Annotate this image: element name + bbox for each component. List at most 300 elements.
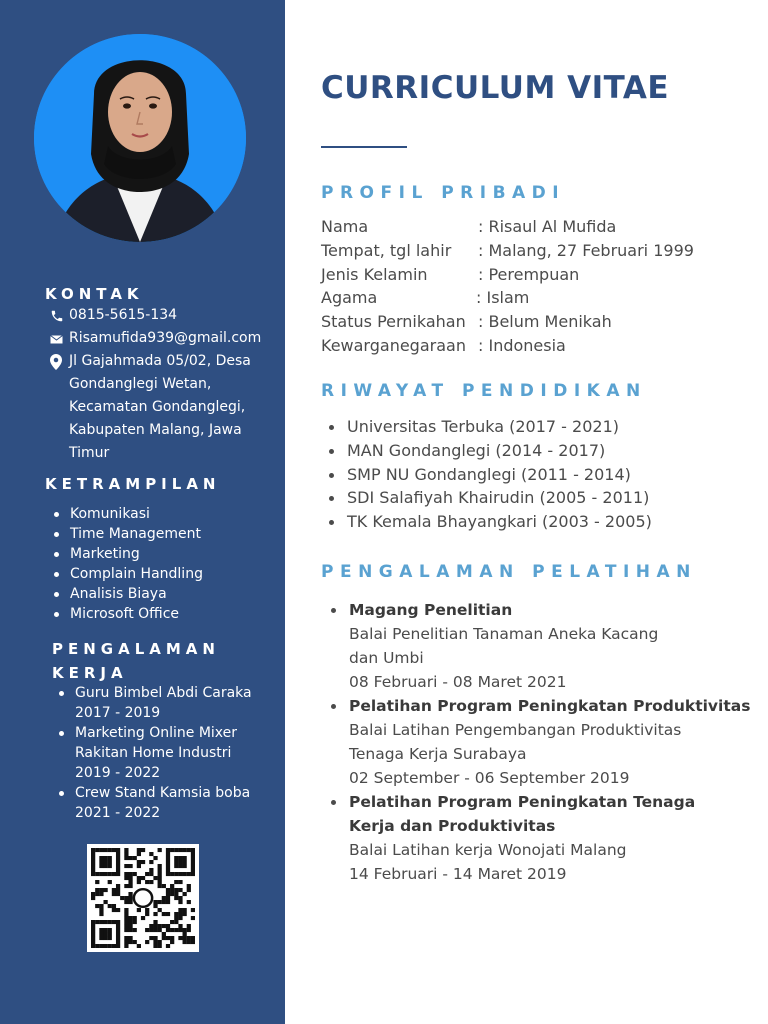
profile-value: : Belum Menikah	[478, 312, 612, 332]
qr-module	[178, 864, 182, 868]
skill-item: Microsoft Office	[52, 604, 203, 624]
qr-module	[108, 848, 112, 852]
training-title: Pelatihan Program Peningkatan Produktivitas	[349, 697, 751, 715]
qr-module	[103, 944, 107, 948]
qr-module	[95, 888, 99, 892]
qr-module	[99, 864, 103, 868]
qr-module	[116, 908, 120, 912]
qr-module	[128, 924, 132, 928]
qr-module	[170, 888, 174, 892]
sidebar	[0, 0, 285, 1024]
qr-module	[178, 928, 182, 932]
qr-module	[120, 896, 124, 900]
qr-module	[174, 848, 178, 852]
training-item	[331, 598, 761, 694]
qr-module	[128, 896, 132, 900]
qr-module	[95, 944, 99, 948]
qr-module	[112, 904, 116, 908]
education-list	[329, 415, 652, 534]
qr-module	[116, 872, 120, 876]
qr-module	[116, 928, 120, 932]
qr-module	[91, 864, 95, 868]
qr-module	[137, 880, 141, 884]
qr-module	[149, 872, 153, 876]
education-item: Universitas Terbuka (2017 - 2021)	[329, 415, 652, 439]
qr-module	[178, 860, 182, 864]
qr-module	[124, 864, 128, 868]
qr-code[interactable]	[87, 844, 199, 952]
qr-module	[178, 888, 182, 892]
qr-module	[149, 936, 153, 940]
qr-module	[108, 932, 112, 936]
education-item: MAN Gondanglegi (2014 - 2017)	[329, 439, 652, 463]
qr-module	[166, 900, 170, 904]
whatsapp-icon	[134, 889, 152, 907]
work-item	[57, 723, 272, 783]
qr-module	[108, 944, 112, 948]
qr-module	[158, 944, 162, 948]
qr-module	[99, 920, 103, 924]
phone-number[interactable]: 0815-5615-134	[69, 307, 178, 323]
qr-module	[178, 912, 182, 916]
qr-module	[112, 892, 116, 896]
qr-module	[116, 936, 120, 940]
qr-module	[158, 864, 162, 868]
qr-module	[187, 872, 191, 876]
qr-module	[103, 856, 107, 860]
qr-module	[170, 940, 174, 944]
qr-module	[162, 936, 166, 940]
work-heading	[52, 637, 220, 685]
qr-module	[187, 928, 191, 932]
skill-item: Complain Handling	[52, 564, 203, 584]
qr-module	[91, 892, 95, 896]
qr-module	[166, 944, 170, 948]
qr-module	[191, 864, 195, 868]
qr-module	[166, 852, 170, 856]
profile-row	[321, 215, 694, 239]
qr-module	[116, 864, 120, 868]
qr-module	[166, 864, 170, 868]
qr-module	[91, 924, 95, 928]
qr-module	[99, 872, 103, 876]
work-item	[57, 683, 272, 723]
qr-module	[174, 928, 178, 932]
qr-module	[124, 852, 128, 856]
qr-module	[128, 920, 132, 924]
qr-module	[103, 936, 107, 940]
qr-module	[153, 944, 157, 948]
qr-module	[162, 884, 166, 888]
qr-module	[128, 916, 132, 920]
qr-module	[99, 936, 103, 940]
qr-module	[124, 884, 128, 888]
qr-module	[158, 872, 162, 876]
profile-row	[321, 239, 694, 263]
qr-module	[158, 900, 162, 904]
qr-module	[137, 908, 141, 912]
qr-module	[191, 856, 195, 860]
profile-heading: PROFIL PRIBADI	[321, 183, 566, 203]
qr-module	[183, 892, 187, 896]
qr-module	[174, 860, 178, 864]
qr-module	[124, 848, 128, 852]
qr-module	[162, 900, 166, 904]
work-period: 2019 - 2022	[75, 765, 161, 781]
qr-module	[170, 928, 174, 932]
qr-module	[153, 924, 157, 928]
title-divider	[321, 146, 407, 148]
qr-module	[103, 848, 107, 852]
qr-module	[103, 872, 107, 876]
profile-value: : Risaul Al Mufida	[478, 217, 617, 236]
qr-module	[141, 876, 145, 880]
qr-module	[174, 920, 178, 924]
qr-module	[91, 852, 95, 856]
qr-module	[112, 888, 116, 892]
qr-module	[178, 936, 182, 940]
mail-icon	[50, 327, 69, 350]
qr-module	[95, 880, 99, 884]
qr-module	[166, 860, 170, 864]
qr-module	[166, 892, 170, 896]
qr-module	[124, 936, 128, 940]
qr-module	[191, 868, 195, 872]
profile-label: Nama	[321, 217, 369, 236]
training-title: Magang Penelitian	[349, 601, 513, 619]
training-line: Balai Latihan kerja Wonojati Malang	[349, 841, 627, 859]
qr-module	[178, 880, 182, 884]
qr-module	[137, 944, 141, 948]
qr-module	[183, 940, 187, 944]
profile-label: Jenis Kelamin	[321, 264, 428, 284]
training-line: Balai Latihan Pengembangan Produktivitas	[349, 721, 682, 739]
qr-module	[124, 912, 128, 916]
contact-block	[50, 304, 265, 465]
work-period: 2017 - 2019	[75, 705, 161, 721]
qr-module	[149, 928, 153, 932]
skill-item: Komunikasi	[52, 504, 203, 524]
qr-module	[158, 868, 162, 872]
qr-module	[99, 932, 103, 936]
profile-table	[321, 215, 694, 358]
page-title: CURRICULUM VITAE	[321, 70, 670, 106]
qr-module	[133, 916, 137, 920]
training-item	[331, 790, 761, 886]
qr-module	[145, 908, 149, 912]
qr-module	[116, 852, 120, 856]
profile-label: Kewarganegaraan	[321, 335, 466, 355]
qr-module	[103, 928, 107, 932]
qr-module	[99, 904, 103, 908]
qr-module	[99, 888, 103, 892]
qr-module	[103, 900, 107, 904]
qr-module	[95, 892, 99, 896]
skill-item: Marketing	[52, 544, 203, 564]
email-address[interactable]: Risamufida939@gmail.com	[69, 330, 262, 346]
qr-module	[112, 920, 116, 924]
qr-module	[187, 900, 191, 904]
qr-module	[91, 944, 95, 948]
qr-module	[178, 848, 182, 852]
qr-module	[99, 928, 103, 932]
qr-module	[158, 848, 162, 852]
qr-module	[170, 872, 174, 876]
qr-module	[116, 944, 120, 948]
qr-module	[183, 860, 187, 864]
qr-module	[103, 920, 107, 924]
qr-module	[187, 884, 191, 888]
work-item	[57, 783, 272, 823]
qr-module	[116, 924, 120, 928]
qr-module	[116, 884, 120, 888]
training-date: 02 September - 06 September 2019	[349, 769, 630, 787]
profile-value: : Perempuan	[478, 264, 580, 284]
qr-module	[166, 912, 170, 916]
qr-module	[178, 900, 182, 904]
qr-module	[141, 916, 145, 920]
skills-heading: KETRAMPILAN	[45, 475, 221, 493]
qr-module	[153, 856, 157, 860]
profile-row	[321, 286, 694, 310]
qr-module	[108, 872, 112, 876]
qr-module	[108, 936, 112, 940]
qr-module	[183, 872, 187, 876]
qr-module	[174, 864, 178, 868]
qr-module	[128, 884, 132, 888]
qr-module	[153, 912, 157, 916]
qr-module	[174, 916, 178, 920]
qr-module	[91, 848, 95, 852]
qr-module	[183, 848, 187, 852]
qr-module	[112, 872, 116, 876]
qr-module	[108, 920, 112, 924]
profile-value: : Malang, 27 Februari 1999	[478, 240, 694, 260]
address-text: Jl Gajahmada 05/02, Desa Gondanglegi Wetan, Kecamatan Gondanglegi, Kabupaten Malang, Jawa Timur	[69, 353, 251, 461]
qr-module	[91, 928, 95, 932]
qr-module	[158, 908, 162, 912]
contact-address	[50, 350, 265, 465]
qr-module	[174, 880, 178, 884]
qr-module	[99, 848, 103, 852]
work-heading-line1: PENGALAMAN	[52, 640, 220, 658]
training-title: Pelatihan Program Peningkatan Tenaga Kerja dan Produktivitas	[349, 793, 696, 835]
profile-row	[321, 310, 694, 334]
qr-module	[133, 856, 137, 860]
qr-module	[174, 912, 178, 916]
skill-item: Time Management	[52, 524, 203, 544]
work-period: 2021 - 2022	[75, 805, 161, 821]
qr-module	[178, 924, 182, 928]
qr-module	[145, 940, 149, 944]
qr-module	[133, 872, 137, 876]
qr-module	[99, 908, 103, 912]
qr-module	[187, 924, 191, 928]
education-heading: RIWAYAT PENDIDIKAN	[321, 381, 647, 401]
qr-module	[149, 860, 153, 864]
skill-item: Analisis Biaya	[52, 584, 203, 604]
qr-module	[191, 940, 195, 944]
qr-module	[183, 932, 187, 936]
profile-label: Tempat, tgl lahir	[321, 240, 452, 260]
qr-module	[133, 920, 137, 924]
qr-module	[128, 940, 132, 944]
qr-module	[174, 856, 178, 860]
qr-module	[124, 872, 128, 876]
qr-module	[170, 884, 174, 888]
qr-module	[183, 908, 187, 912]
qr-module	[116, 888, 120, 892]
qr-module	[153, 920, 157, 924]
skills-list	[52, 504, 203, 624]
qr-module	[103, 864, 107, 868]
qr-module	[108, 864, 112, 868]
qr-module	[178, 872, 182, 876]
qr-module	[124, 924, 128, 928]
training-date: 08 Februari - 08 Maret 2021	[349, 673, 567, 691]
profile-value: : Islam	[476, 288, 530, 308]
qr-module	[116, 860, 120, 864]
qr-module	[91, 920, 95, 924]
education-item: SDI Salafiyah Khairudin (2005 - 2011)	[329, 486, 652, 510]
qr-module	[108, 856, 112, 860]
qr-module	[174, 896, 178, 900]
qr-module	[158, 876, 162, 880]
qr-module	[191, 908, 195, 912]
qr-module	[145, 872, 149, 876]
qr-module	[178, 908, 182, 912]
qr-module	[166, 896, 170, 900]
qr-module	[141, 860, 145, 864]
qr-module	[158, 924, 162, 928]
qr-module	[99, 856, 103, 860]
qr-module	[112, 908, 116, 912]
work-heading-line2: KERJA	[52, 664, 128, 682]
qr-module	[187, 940, 191, 944]
training-list	[331, 598, 761, 886]
qr-module	[112, 944, 116, 948]
qr-module	[158, 928, 162, 932]
qr-module	[174, 888, 178, 892]
qr-module	[183, 864, 187, 868]
qr-module	[183, 912, 187, 916]
contact-heading: KONTAK	[45, 285, 144, 303]
qr-module	[153, 900, 157, 904]
qr-module	[91, 932, 95, 936]
qr-module	[137, 848, 141, 852]
qr-module	[174, 892, 178, 896]
qr-module	[183, 928, 187, 932]
contact-phone	[50, 304, 265, 327]
qr-module	[116, 848, 120, 852]
qr-module	[133, 928, 137, 932]
qr-module	[158, 884, 162, 888]
qr-module	[103, 932, 107, 936]
qr-module	[91, 936, 95, 940]
qr-module	[178, 916, 182, 920]
qr-module	[112, 848, 116, 852]
qr-module	[133, 940, 137, 944]
training-heading: PENGALAMAN PELATIHAN	[321, 562, 697, 582]
qr-module	[128, 880, 132, 884]
qr-module	[187, 848, 191, 852]
profile-label: Agama	[321, 288, 378, 308]
qr-module	[149, 868, 153, 872]
qr-module	[124, 900, 128, 904]
qr-module	[91, 872, 95, 876]
qr-module	[108, 928, 112, 932]
qr-module	[137, 864, 141, 868]
qr-module	[162, 896, 166, 900]
qr-module	[162, 932, 166, 936]
qr-module	[166, 848, 170, 852]
qr-module	[178, 896, 182, 900]
map-pin-icon	[50, 350, 69, 373]
qr-module	[103, 860, 107, 864]
profile-row	[321, 263, 694, 287]
qr-module	[166, 928, 170, 932]
qr-module	[95, 904, 99, 908]
training-item	[331, 694, 761, 790]
qr-module	[124, 920, 128, 924]
qr-module	[137, 876, 141, 880]
qr-module	[116, 920, 120, 924]
qr-module	[95, 848, 99, 852]
education-item: TK Kemala Bhayangkari (2003 - 2005)	[329, 510, 652, 534]
qr-module	[170, 936, 174, 940]
qr-module	[95, 872, 99, 876]
qr-module	[170, 848, 174, 852]
qr-module	[116, 940, 120, 944]
qr-module	[178, 856, 182, 860]
training-line: dan Umbi	[349, 649, 424, 667]
qr-module	[162, 924, 166, 928]
qr-module	[170, 920, 174, 924]
qr-module	[124, 896, 128, 900]
work-name: Guru Bimbel Abdi Caraka	[75, 685, 252, 701]
qr-module	[99, 912, 103, 916]
qr-module	[91, 860, 95, 864]
qr-module	[166, 868, 170, 872]
qr-module	[145, 912, 149, 916]
qr-module	[116, 868, 120, 872]
qr-module	[170, 892, 174, 896]
qr-module	[99, 892, 103, 896]
qr-module	[128, 864, 132, 868]
qr-module	[166, 888, 170, 892]
qr-module	[128, 872, 132, 876]
qr-module	[153, 940, 157, 944]
qr-module	[166, 856, 170, 860]
qr-module	[153, 904, 157, 908]
qr-module	[149, 880, 153, 884]
qr-module	[128, 900, 132, 904]
qr-module	[124, 856, 128, 860]
qr-module	[191, 860, 195, 864]
qr-module	[137, 860, 141, 864]
qr-module	[162, 912, 166, 916]
qr-module	[128, 892, 132, 896]
education-item: SMP NU Gondanglegi (2011 - 2014)	[329, 463, 652, 487]
qr-module	[153, 928, 157, 932]
qr-module	[91, 856, 95, 860]
qr-module	[183, 936, 187, 940]
qr-module	[187, 936, 191, 940]
qr-module	[187, 888, 191, 892]
work-list	[57, 683, 272, 823]
qr-module	[166, 936, 170, 940]
qr-module	[149, 924, 153, 928]
